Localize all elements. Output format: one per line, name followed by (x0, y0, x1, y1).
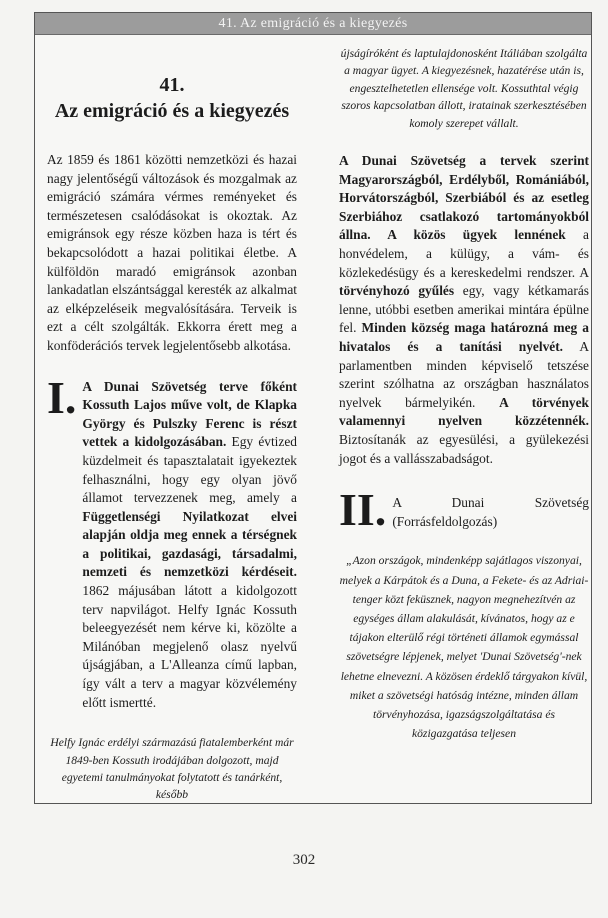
federation-text-1: a honvédelem, a külügy, a vám- és közlekedésügy és a kereskedelmi rendszer. A (339, 227, 589, 280)
chapter-number: 41. (159, 74, 185, 96)
federation-bold-5: A törvények valamennyi nyelven közzétennék. (339, 394, 589, 429)
intro-paragraph: Az 1859 és 1861 közötti nemzetközi és hazai nagy jelentőségű változások és mozgalmak az emigráció számára vérmes reményeket és természetesen csalódásokat is okoztak. Az emigránsok egy része közben haza is tért és bekapcsolódott a hazai politikai életbe. A külföldön maradó emigránsok azonban lankadatlan elszántsággal keresték az alkalmat az elképzeléseik megvalósítására. Terveik is ezt a célt szolgálták. Ekkorra érett meg a konföderációs tervek legjelentősebb alkotása. (47, 152, 297, 353)
right-column (339, 45, 589, 743)
section-1-bold-1: A Dunai Szövetség terve főként Kossuth Lajos műve volt, de Klapka György és Pulszky Ferenc is részt vettek a kidolgozásában. (82, 378, 297, 450)
federation-paragraph (339, 152, 589, 468)
page-frame (34, 12, 592, 804)
federation-bold-1: A Dunai Szövetség a tervek szerint Magyarországból, Erdélyből, Romániából, Horvátországból, Szerbiából és az esetleg Szerbiához csatlakozó tartományokból állna. (339, 153, 589, 243)
section-1-text-1: Egy évtized küzdelmeit és tapasztalatait igyekeztek felhasználni, hogy egy olyan jövő államot tervezzenek meg, amely a (82, 434, 297, 506)
federation-bold-3: törvényhozó gyűlés (339, 283, 455, 299)
section-2-heading: A Dunai Szövetség (Forrásfeldolgozás) (392, 495, 589, 529)
helfy-note-continued: újságíróként és laptulajdonosként Itáliában szolgálta a magyar ügyet. A kiegyezésnek, hazatérése után is, engesztelhetetlen ellensége volt. Kossuthtal végig szoros kapcsolatban állott, iratainak szerkesztésében komoly szerepet vállalt. (340, 47, 588, 130)
federation-bold-2: A közös ügyek lennének (370, 227, 566, 243)
left-column (47, 43, 297, 804)
section-1-text-2: 1862 májusában látott a kidolgozott terv napvilágot. Helfy Ignác Kossuth beleegyezését nem kérve ki, közölte a Milánóban megjelenő olasz nyelvű újságjában, a L'Alleanza című lapban, így vált a terv a magyar közvélemény előtt ismertté. (82, 583, 297, 710)
chapter-title: Az emigráció és a kiegyezés (54, 100, 290, 122)
helfy-note: Helfy Ignác erdélyi származású fiatalemberként már 1849-ben Kossuth irodájában dolgozott, majd egyetemi tanulmányokat folytatott és tanárként, később (50, 736, 294, 802)
section-1-body (47, 371, 297, 713)
federation-text-2: egy, vagy kétkamarás lenne, utóbbi esetben amerikai mintára épülne fel. (339, 283, 589, 336)
federation-text-3: A parlamentben minden képviselő tetszése szerint szólhatna az országban használatos nyelvek bármelyikén. (339, 338, 589, 410)
source-quote: „Azon országok, mindenképp sajátlagos viszonyai, melyek a Kárpátok és a Duna, a Fekete- és az Adriai-tenger közt feküsznek, nagyon megnehezítvén az egységes állam alakulását, kívánatos, hogy az e tájakon elterülő régi történeti államok egymással szövetségre lépjenek, melyet 'Dunai Szövetség'-nek lehetne elnevezni. A közösen érdeklő tárgyakon kívül, miket a szövetségi hatóság intézne, minden állam törvényhozása, igazságszolgáltatása és közigazgatása teljesen (339, 554, 589, 741)
running-title: 41. Az emigráció és a kiegyezés (218, 15, 408, 31)
running-header (35, 13, 591, 35)
section-2 (339, 484, 589, 536)
section-1-bold-2: Függetlenségi Nyilatkozat elvei alapján oldja meg ennek a térségnek a politikai, gazdasági, társadalmi, nemzeti és nemzetközi kérdéseit. (82, 508, 297, 580)
federation-bold-4: Minden község maga határozná meg a hivatalos és a tanítási nyelvét. (339, 320, 589, 354)
section-1 (47, 371, 297, 713)
section-2-head (339, 484, 589, 536)
page-number: 302 (292, 852, 316, 868)
section-1-text (82, 378, 297, 713)
federation-text-4: Biztosítanák az egyesülési, a gyülekezési jogot és a vallásszabadságot. (339, 431, 589, 466)
section-1-numeral: I. (47, 371, 77, 423)
section-2-numeral: II. (339, 484, 387, 536)
